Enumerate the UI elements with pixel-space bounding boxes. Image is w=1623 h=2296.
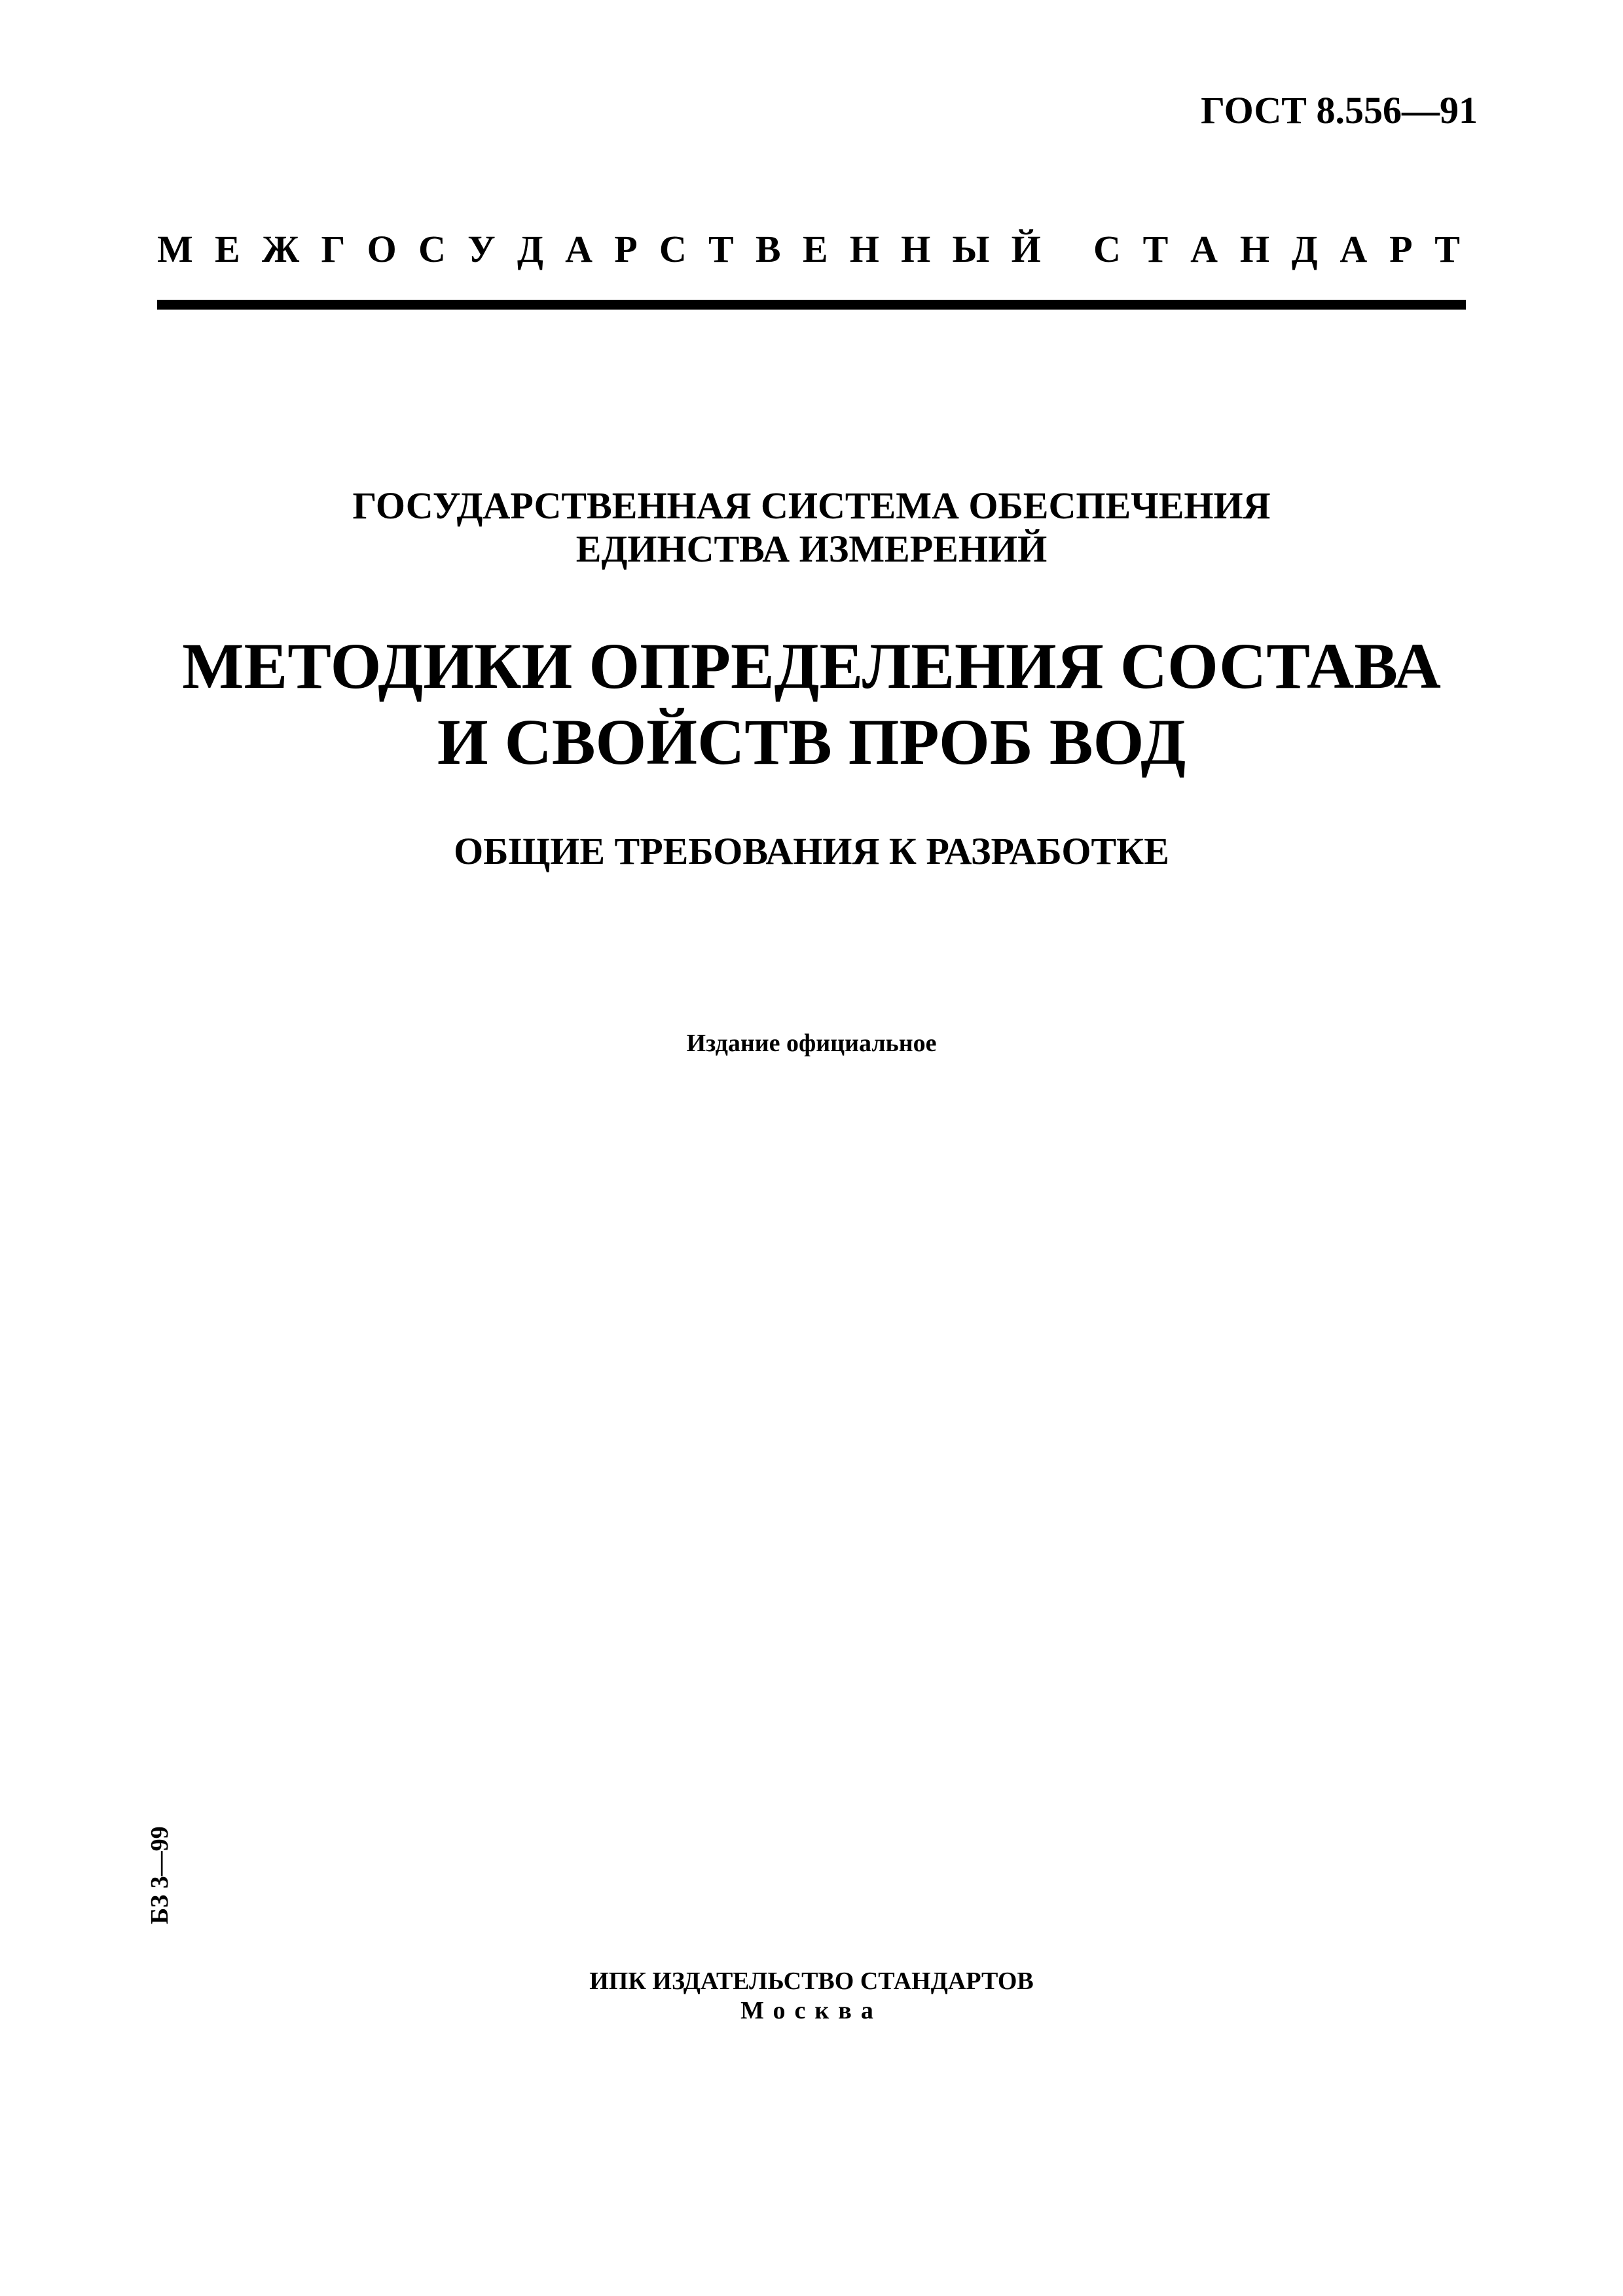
heading-letter: Г [321,228,346,270]
subtitle: ОБЩИЕ ТРЕБОВАНИЯ К РАЗРАБОТКЕ [454,830,1169,872]
heading-letter: Н [849,228,879,270]
heading-letter: Ы [952,228,990,270]
heading-letter: С [418,228,446,270]
heading-letter: У [467,228,496,270]
heading-letter: Д [517,228,543,270]
heading-letter: Н [901,228,931,270]
heading-letter: Й [1011,228,1041,270]
heading-letter: Р [1389,228,1413,270]
heading-letter: Т [708,228,734,270]
heading-letter: Н [1239,228,1269,270]
header-divider [157,300,1466,310]
heading-letter: С [1093,228,1121,270]
heading-letter: Е [802,228,828,270]
heading-letter: В [755,228,781,270]
heading-letter: Д [1291,228,1318,270]
heading-letter: С [659,228,687,270]
system-title-line-2: ЕДИНСТВА ИЗМЕРЕНИЙ [575,528,1048,570]
heading-letter: М [157,228,193,270]
heading-letter: А [1190,228,1218,270]
heading-letter: Е [214,228,240,270]
heading-letter: А [1340,228,1368,270]
standard-type-word-1 [157,230,1041,268]
heading-letter: А [565,228,593,270]
main-title-line-1: МЕТОДИКИ ОПРЕДЕЛЕНИЯ СОСТАВА [182,630,1441,702]
system-title [0,484,1623,571]
document-number: ГОСТ 8.556—91 [1201,89,1478,132]
side-code: БЗ 3—99 [146,1826,173,1924]
heading-letter: Ж [261,228,300,270]
heading-letter: Т [1142,228,1169,270]
edition-note: Издание официальное [686,1030,937,1057]
heading-letter: Р [614,228,638,270]
standard-type-word-2 [1093,230,1460,268]
system-title-line-1: ГОСУДАРСТВЕННАЯ СИСТЕМА ОБЕСПЕЧЕНИЯ [352,484,1271,527]
publisher: ИПК ИЗДАТЕЛЬСТВО СТАНДАРТОВ [589,1967,1034,1995]
heading-letter: Т [1434,228,1460,270]
standard-type-heading [157,230,1460,268]
heading-letter: О [367,228,397,270]
publisher-city: Москва [740,1997,883,2024]
main-title-line-2: И СВОЙСТВ ПРОБ ВОД [437,706,1186,778]
main-title [0,628,1623,780]
